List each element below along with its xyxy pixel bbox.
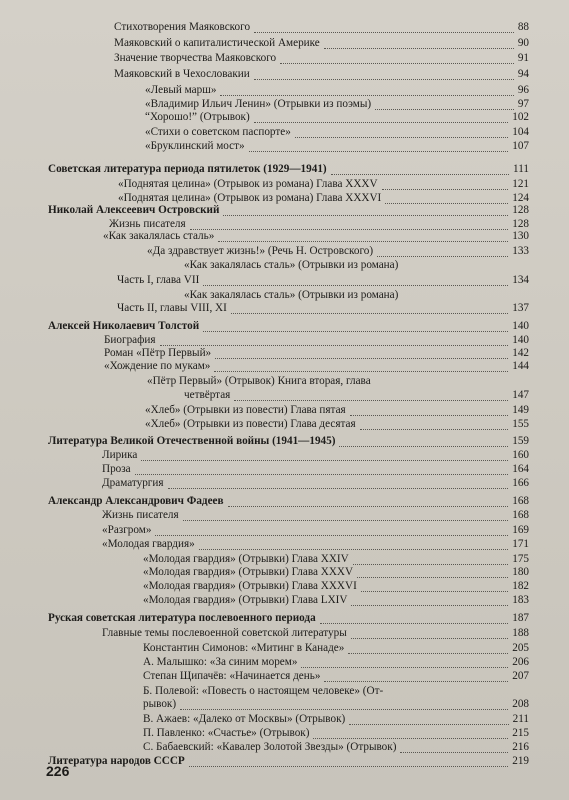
toc-entry-page: 137 xyxy=(512,302,529,314)
toc-section-heading xyxy=(0,162,569,176)
dot-leader xyxy=(223,214,508,216)
toc-entry xyxy=(0,579,569,593)
toc-entry-page: 166 xyxy=(512,477,529,489)
dot-leader xyxy=(220,94,513,96)
dot-leader xyxy=(203,330,508,332)
toc-entry xyxy=(0,36,569,50)
toc-entry xyxy=(0,97,569,111)
toc-entry-page: 187 xyxy=(512,612,529,624)
toc-entry-title: С. Бабаевский: «Кавалер Золотой Звезды» (Отрывок) xyxy=(143,741,397,753)
toc-entry xyxy=(0,552,569,566)
toc-entry xyxy=(0,67,569,81)
toc-entry-title: «Молодая гвардия» (Отрывки) Глава XXXVI xyxy=(143,580,357,592)
toc-entry xyxy=(0,712,569,726)
dot-leader xyxy=(135,473,509,475)
dot-leader xyxy=(382,188,509,190)
dot-leader xyxy=(141,459,508,461)
dot-leader xyxy=(295,136,508,138)
toc-entry xyxy=(0,83,569,97)
toc-entry-page: 207 xyxy=(512,670,529,682)
toc-entry-page: 130 xyxy=(512,230,529,242)
toc-entry-page: 144 xyxy=(512,360,529,372)
toc-entry-title: Маяковский в Чехословакии xyxy=(114,68,250,80)
dot-leader xyxy=(254,121,509,123)
toc-entry-page: 91 xyxy=(517,52,529,64)
toc-entry xyxy=(0,684,569,698)
toc-entry-title: Литература Великой Отечественной войны (1941—1945) xyxy=(48,435,336,447)
toc-entry-page: 205 xyxy=(512,642,529,654)
toc-entry-page: 140 xyxy=(512,320,529,332)
toc-entry-title: Проза xyxy=(102,463,131,475)
toc-entry-page: 216 xyxy=(512,741,529,753)
dot-leader xyxy=(324,47,514,49)
dot-leader xyxy=(320,622,509,624)
toc-entry-title: «Молодая гвардия» xyxy=(102,538,195,550)
toc-entry-title: Литература народов СССР xyxy=(48,755,185,767)
toc-entry-title: П. Павленко: «Счастье» (Отрывок) xyxy=(143,727,310,739)
toc-entry xyxy=(0,593,569,607)
toc-entry xyxy=(0,417,569,431)
toc-entry-title: Жизнь писателя xyxy=(102,509,179,521)
toc-entry xyxy=(0,346,569,360)
toc-entry-title: «Левый марш» xyxy=(145,84,217,96)
toc-entry xyxy=(0,448,569,462)
toc-entry-title: «Как закалялась сталь» (Отрывки из романа) xyxy=(184,289,399,301)
toc-entry-page: 164 xyxy=(512,463,529,475)
toc-entry-page: 128 xyxy=(512,204,529,216)
toc-entry xyxy=(0,20,569,34)
toc-entry-title: «Молодая гвардия» (Отрывки) Глава XXIV xyxy=(143,553,349,565)
toc-entry-page: 111 xyxy=(513,163,529,175)
toc-entry-page: 121 xyxy=(512,178,529,190)
dot-leader xyxy=(350,414,509,416)
toc-entry-title: Биография xyxy=(104,334,156,346)
toc-entry-page: 183 xyxy=(512,594,529,606)
toc-entry xyxy=(0,125,569,139)
toc-entry-title: «Как закалялась сталь» xyxy=(103,230,215,242)
dot-leader xyxy=(301,666,508,668)
toc-entry xyxy=(0,258,569,272)
toc-entry-page: 124 xyxy=(512,192,529,204)
toc-entry-page: 133 xyxy=(512,245,529,257)
dot-leader xyxy=(254,78,514,80)
toc-entry-title: «Хлеб» (Отрывки из повести) Глава пятая xyxy=(145,404,346,416)
dot-leader xyxy=(155,534,508,536)
toc-entry xyxy=(0,462,569,476)
toc-entry-page: 128 xyxy=(512,218,529,230)
toc-entry-page: 149 xyxy=(512,404,529,416)
dot-leader xyxy=(348,652,508,654)
dot-leader xyxy=(231,312,508,314)
toc-entry-title: Главные темы послевоенной советской литературы xyxy=(102,627,347,639)
toc-section-heading xyxy=(0,319,569,333)
toc-entry-page: 94 xyxy=(517,68,529,80)
toc-entry-title: “Хорошо!” (Отрывок) xyxy=(145,111,250,123)
toc-entry xyxy=(0,244,569,258)
toc-entry-page: 188 xyxy=(512,627,529,639)
toc-entry xyxy=(0,333,569,347)
toc-entry xyxy=(0,655,569,669)
toc-entry-page: 171 xyxy=(512,538,529,550)
toc-entry-page: 169 xyxy=(512,524,529,536)
toc-entry xyxy=(0,726,569,740)
dot-leader xyxy=(349,723,508,725)
toc-entry-page: 206 xyxy=(512,656,529,668)
toc-entry-page: 168 xyxy=(512,495,529,507)
dot-leader xyxy=(331,173,509,175)
toc-entry-page: 160 xyxy=(512,449,529,461)
toc-entry-title: «Владимир Ильич Ленин» (Отрывки из поэмы) xyxy=(145,98,372,110)
toc-entry-title: Драматургия xyxy=(102,477,164,489)
toc-entry xyxy=(0,740,569,754)
toc-entry xyxy=(0,51,569,65)
dot-leader xyxy=(218,240,508,242)
toc-entry-title: Степан Щипачёв: «Начинается день» xyxy=(143,670,321,682)
toc-section-heading xyxy=(0,754,569,768)
toc-entry-page: 208 xyxy=(512,698,529,710)
toc-entry xyxy=(0,110,569,124)
dot-leader xyxy=(377,255,508,257)
dot-leader xyxy=(280,62,514,64)
toc-section-heading xyxy=(0,434,569,448)
toc-entry-title: «Как закалялась сталь» (Отрывки из романа) xyxy=(184,259,399,271)
toc-entry-title: «Разгром» xyxy=(102,524,152,536)
dot-leader xyxy=(203,284,508,286)
page-number: 226 xyxy=(46,763,70,779)
toc-section-heading xyxy=(0,494,569,508)
toc-entry-title: В. Ажаев: «Далеко от Москвы» (Отрывок) xyxy=(143,713,346,725)
toc-entry-title: Часть I, глава VII xyxy=(117,274,200,286)
dot-leader xyxy=(180,708,508,710)
toc-entry-title: «Молодая гвардия» (Отрывки) Глава LXIV xyxy=(143,594,348,606)
dot-leader xyxy=(228,505,509,507)
toc-entry xyxy=(0,388,569,402)
dot-leader xyxy=(339,445,508,447)
toc-entry-title: «Да здравствует жизнь!» (Речь Н. Островского) xyxy=(147,245,374,257)
toc-entry-page: 97 xyxy=(517,98,529,110)
toc-entry xyxy=(0,669,569,683)
dot-leader xyxy=(360,428,509,430)
toc-entry-page: 104 xyxy=(512,126,529,138)
toc-entry-title: А. Малышко: «За синим морем» xyxy=(143,656,298,668)
toc-entry-page: 211 xyxy=(512,713,529,725)
dot-leader xyxy=(189,765,508,767)
dot-leader xyxy=(199,548,509,550)
toc-entry xyxy=(0,508,569,522)
dot-leader xyxy=(361,590,508,592)
toc-entry-title: Александр Александрович Фадеев xyxy=(48,495,224,507)
toc-entry xyxy=(0,359,569,373)
toc-entry xyxy=(0,626,569,640)
dot-leader xyxy=(400,751,508,753)
toc-entry-page: 219 xyxy=(512,755,529,767)
toc-entry-title: Советская литература периода пятилеток (1929—1941) xyxy=(48,163,327,175)
toc-entry-title: четвёртая xyxy=(184,389,231,401)
toc-entry-title: Роман «Пётр Первый» xyxy=(104,347,212,359)
toc-entry xyxy=(0,697,569,711)
toc-entry xyxy=(0,523,569,537)
toc-entry-page: 215 xyxy=(512,727,529,739)
toc-entry xyxy=(0,641,569,655)
dot-leader xyxy=(357,576,508,578)
toc-entry xyxy=(0,288,569,302)
toc-entry-title: «Бруклинский мост» xyxy=(145,140,245,152)
toc-entry xyxy=(0,374,569,388)
toc-entry-title: «Поднятая целина» (Отрывок из романа) Глава XXXV xyxy=(118,178,378,190)
toc-entry-title: «Хождение по мукам» xyxy=(104,360,211,372)
dot-leader xyxy=(183,519,509,521)
toc-entry-page: 140 xyxy=(512,334,529,346)
toc-entry-title: Алексей Николаевич Толстой xyxy=(48,320,200,332)
toc-entry-page: 96 xyxy=(517,84,529,96)
toc-entry-title: Маяковский о капиталистической Америке xyxy=(114,37,320,49)
toc-entry-page: 142 xyxy=(512,347,529,359)
toc-entry-page: 175 xyxy=(512,553,529,565)
dot-leader xyxy=(234,399,508,401)
dot-leader xyxy=(249,150,509,152)
toc-entry-title: «Пётр Первый» (Отрывок) Книга вторая, глава xyxy=(147,375,371,387)
dot-leader xyxy=(351,637,509,639)
toc-entry-title: рывок) xyxy=(143,698,177,710)
toc-entry-page: 102 xyxy=(512,111,529,123)
toc-entry-title: Лирика xyxy=(102,449,138,461)
toc-entry-title: «Стихи о советском паспорте» xyxy=(145,126,291,138)
toc-section-heading xyxy=(0,203,569,217)
toc-entry xyxy=(0,273,569,287)
toc-entry-page: 88 xyxy=(517,21,529,33)
toc-entry xyxy=(0,403,569,417)
toc-entry-title: Константин Симонов: «Митинг в Канаде» xyxy=(143,642,345,654)
toc-entry-page: 182 xyxy=(512,580,529,592)
toc-entry-title: «Молодая гвардия» (Отрывки) Глава XXXV xyxy=(143,566,354,578)
toc-entry xyxy=(0,301,569,315)
toc-entry-page: 168 xyxy=(512,509,529,521)
toc-entry-title: Стихотворения Маяковского xyxy=(114,21,251,33)
toc-entry xyxy=(0,139,569,153)
toc-entry-title: Б. Полевой: «Повесть о настоящем человеке» (От- xyxy=(143,685,384,697)
toc-entry-title: Часть II, главы VIII, XI xyxy=(117,302,227,314)
toc-entry-page: 159 xyxy=(512,435,529,447)
toc-entry-title: Руская советская литература послевоенного периода xyxy=(48,612,316,624)
toc-entry-page: 180 xyxy=(512,566,529,578)
toc-entry xyxy=(0,537,569,551)
dot-leader xyxy=(168,487,509,489)
toc-entry-page: 134 xyxy=(512,274,529,286)
dot-leader xyxy=(313,737,508,739)
toc-entry-title: Николай Алексеевич Островский xyxy=(48,204,220,216)
dot-leader xyxy=(254,31,514,33)
toc-entry-page: 147 xyxy=(512,389,529,401)
toc-entry xyxy=(0,565,569,579)
toc-entry-page: 155 xyxy=(512,418,529,430)
toc-entry-title: «Хлеб» (Отрывки из повести) Глава десятая xyxy=(145,418,356,430)
toc-entry-title: «Поднятая целина» (Отрывок из романа) Глава XXXVI xyxy=(118,192,382,204)
dot-leader xyxy=(324,680,508,682)
toc-entry xyxy=(0,177,569,191)
toc-entry xyxy=(0,476,569,490)
toc-section-heading xyxy=(0,611,569,625)
toc-entry xyxy=(0,229,569,243)
toc-entry-page: 90 xyxy=(517,37,529,49)
dot-leader xyxy=(214,370,508,372)
toc-entry-title: Значение творчества Маяковского xyxy=(114,52,277,64)
dot-leader xyxy=(351,604,508,606)
toc-entry-page: 107 xyxy=(512,140,529,152)
toc-entry-title: Жизнь писателя xyxy=(109,218,186,230)
